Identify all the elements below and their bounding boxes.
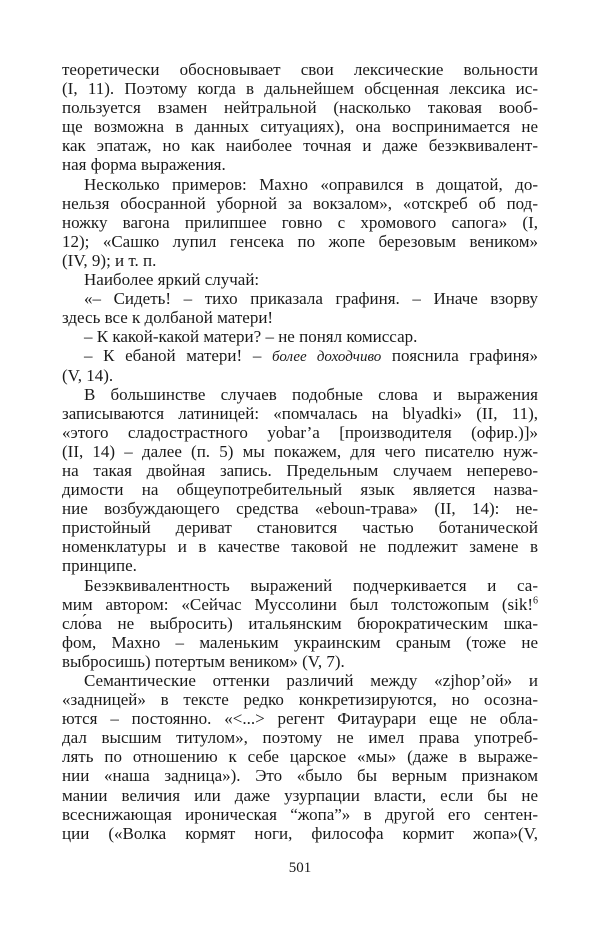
text-line: на такая двойная запись. Предельным случаем неперево- xyxy=(62,460,538,480)
paragraph-start: Несколько примеров: Махно «оправился в дощатой, до- xyxy=(84,174,538,194)
footnote-marker[interactable]: 6 xyxy=(533,594,538,606)
text-line: ная форма выражения. xyxy=(62,155,226,175)
text-line: выбросишь) потертым веником» (V, 7). xyxy=(62,651,345,671)
page-number: 501 xyxy=(288,860,312,876)
text-line: ще возможна в данных ситуациях), она воспринимается не xyxy=(62,117,538,137)
text-line: пользуется взамен нейтральной (насколько таковая вооб- xyxy=(62,98,538,118)
text-line: ции («Волка кормят ноги, философа кормит жопа»(V, xyxy=(62,823,538,843)
text-line: пристойный дериват становится частью ботанической xyxy=(62,518,538,538)
text-line: теоретически обосновывает свои лексические вольности xyxy=(62,60,538,79)
text-line: лять по отношению к себе царское «мы» (даже в выраже- xyxy=(62,747,538,767)
paragraph-start: – К какой-какой матери? – не понял комиссар. xyxy=(84,327,418,347)
text-line: (V, 14). xyxy=(62,365,114,385)
text-run: пояснила графиня» xyxy=(381,346,538,366)
text-line: димости на общеупотребительный язык является назва- xyxy=(62,480,538,500)
text-line: мании величия или даже узурпации власти, если бы не xyxy=(62,785,538,805)
text-line: ние возбуждающего средства «eboun-трава» (II, 14): не- xyxy=(62,499,538,519)
text-line xyxy=(62,595,538,614)
page-body-text xyxy=(62,60,538,843)
text-line: (I, 11). Поэтому когда в дальнейшем обсценная лексика ис- xyxy=(62,79,538,99)
text-line: (II, 14) – далее (п. 5) мы покажем, для чего писателю нуж- xyxy=(62,441,538,461)
text-line: фом, Махно – маленьким украинским сраным (тоже не xyxy=(62,632,538,652)
text-line: дал высшим титулом», поэтому не имел права употреб- xyxy=(62,728,538,748)
text-line: принципе. xyxy=(62,556,137,576)
text-line: нии «наша задница»). Это «было бы верным признаком xyxy=(62,766,538,786)
text-line: «задницей» в тексте редко конкретизируются, но осозна- xyxy=(62,690,538,710)
text-line: нельзя обосранной уборной за вокзалом», «отскреб об под- xyxy=(62,193,538,213)
text-line: как эпатаж, но как наиболее точная и даже безэквивалент- xyxy=(62,136,538,156)
text-line: сло́ва не выбросить) итальянским бюрократическим шка- xyxy=(62,613,538,633)
text-line: всеснижающая ироническая “жопа”» в другой его сентен- xyxy=(62,804,538,824)
text-line: записываются латиницей: «помчалась на blyadki» (II, 11), xyxy=(62,403,538,423)
text-run: – К ебаной матери! – xyxy=(84,346,272,366)
text-line: здесь все к долбаной матери! xyxy=(62,308,274,328)
italic-text: более доходчиво xyxy=(272,349,382,366)
text-line: (IV, 9); и т. п. xyxy=(62,250,157,270)
text-line: 12); «Сашко лупил генсека по жопе березовым веником» xyxy=(62,231,538,251)
text-run: мим автором: «Сейчас Муссолини был толстожопым (sik! xyxy=(62,594,533,614)
text-line: ножку вагона прилипшее говно с хромового сапога» (I, xyxy=(62,212,538,232)
paragraph-start: В большинстве случаев подобные слова и выражения xyxy=(84,384,538,404)
paragraph-start: Безэквивалентность выражений подчеркивается и са- xyxy=(84,575,538,595)
paragraph-start: «– Сидеть! – тихо приказала графиня. – Иначе взорву xyxy=(84,289,538,309)
paragraph-start: Семантические оттенки различий между «zjhop’ой» и xyxy=(84,671,538,690)
text-line: ются – постоянно. «<...> регент Фитаурари еще не обла- xyxy=(62,709,538,729)
paragraph-start xyxy=(62,346,538,365)
paragraph-start: Наиболее яркий случай: xyxy=(84,270,260,290)
text-line: номенклатуры и в качестве таковой не подлежит замене в xyxy=(62,537,538,557)
text-line: «этого сладострастного yobar’a [производителя (офир.)]» xyxy=(62,422,538,442)
